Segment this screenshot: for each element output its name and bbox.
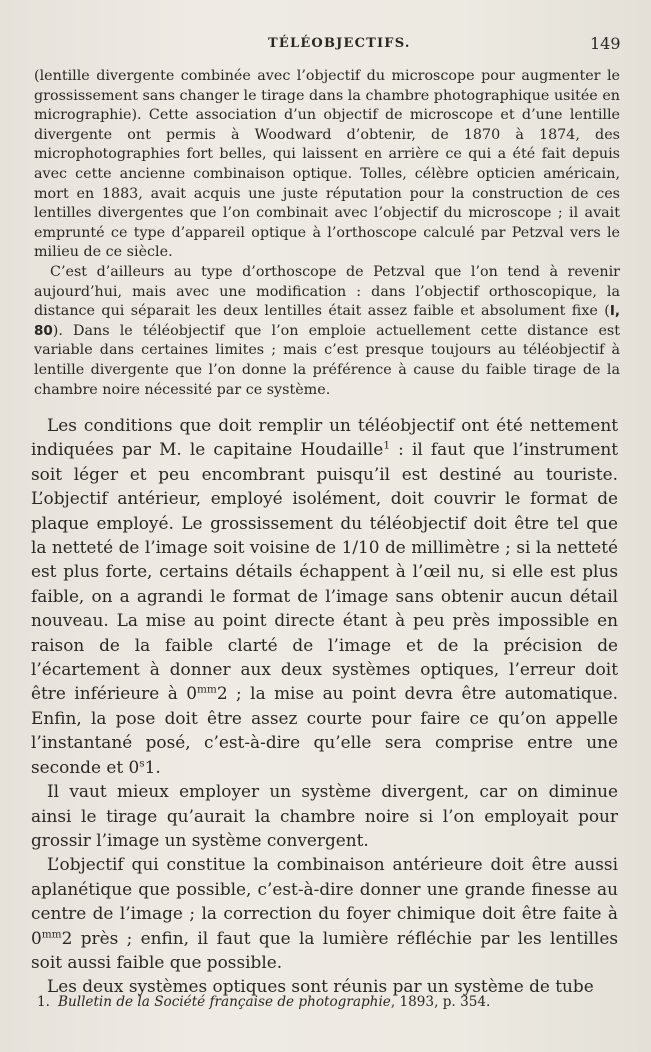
main-paragraph-2: Il vaut mieux employer un système divergent, car on diminue ainsi le tirage qu’aurait la chambre noire si l’on employait pour grossir l’image un système convergent. bbox=[31, 781, 618, 850]
main-paragraph-4: Les deux systèmes optiques sont réunis par un système de tube bbox=[47, 976, 594, 997]
unit-superscript-s: s bbox=[139, 757, 145, 770]
main-paragraph-3-text-b: 2 près ; enfin, il faut que la lumière réfléchie par les lentilles soit aussi faible que possible. bbox=[31, 927, 618, 972]
small-paragraph-2-text-a: C’est d’ailleurs au type d’orthoscope de Petzval que l’on tend à revenir aujourd’hui, mais avec une modification : dans l’objectif orthoscopique, la distance qui séparait les deux lentilles était assez faible et absolument fixe ( bbox=[34, 263, 620, 320]
running-head bbox=[0, 36, 651, 58]
main-paragraph-1 bbox=[31, 413, 618, 779]
running-title: TÉLÉOBJECTIFS. bbox=[268, 36, 411, 51]
footnote-citation: , 1893, p. 354. bbox=[390, 994, 491, 1010]
footnote-marker: 1 bbox=[383, 439, 390, 452]
footnote-journal-title: Bulletin de la Société française de photographie bbox=[57, 994, 391, 1010]
page-number: 149 bbox=[590, 34, 621, 53]
main-text-section bbox=[31, 413, 618, 999]
footnote-number: 1. bbox=[37, 994, 50, 1010]
main-paragraph-1-text-d: 1. bbox=[144, 756, 161, 777]
main-paragraph-1-text-c: 2 ; la mise au point devra être automatique. Enfin, la pose doit être assez courte pour faire ce qu’on appelle l’instantané posé, c’est-à-dire qu’elle sera comprise entre une seconde et 0 bbox=[31, 683, 618, 777]
unit-superscript-mm-2: mm bbox=[41, 927, 62, 940]
small-paragraph-2-text-b: ). Dans le téléobjectif que l’on emploie actuellement cette distance est variable dans certaines limites ; mais c’est presque toujours au téléobjectif à lentille divergente que l’on donne la préférence à cause du faible tirage de la chambre noire nécessité par ce système. bbox=[34, 322, 620, 398]
unit-superscript-mm: mm bbox=[196, 683, 217, 696]
main-paragraph-3-text-a: L’objectif qui constitue la combinaison antérieure doit être aussi aplanétique que possible, c’est-à-dire donner une grande finesse au centre de l’image ; la correction du foyer chimique doit être faite à 0 bbox=[31, 854, 618, 948]
footnote bbox=[37, 993, 617, 1011]
main-paragraph-3 bbox=[31, 852, 618, 974]
main-paragraph-1-text-a: Les conditions que doit remplir un téléobjectif ont été nettement indiquées par M. le capitaine Houdaille bbox=[31, 415, 618, 460]
main-paragraph-1-text-b: : il faut que l’instrument soit léger et peu encombrant puisqu’il est destiné au touriste. L’objectif antérieur, employé isolément, doit couvrir le format de plaque employé. Le grossissement du téléobjectif doit être tel que la netteté de l’image soit voisine de 1/10 de millimètre ; si la netteté est plus forte, certains détails échappent à l’œil nu, si elle est plus faible, on a agrandi le format de l’image sans obtenir aucun détail nouveau. La mise au point directe étant à peu près impossible en raison de la faible clarté de l’image et de la précision de l’écartement à donner aux deux systèmes optiques, l’erreur doit être inférieure à 0 bbox=[31, 439, 618, 704]
small-paragraph-2 bbox=[34, 263, 620, 400]
cross-reference: I, 80 bbox=[34, 303, 620, 339]
small-print-section bbox=[34, 67, 620, 400]
small-paragraph-1: (lentille divergente combinée avec l’objectif du microscope pour augmenter le grossissement sans changer le tirage dans la chambre photographique usitée en micrographie). Cette association d’un objectif de microscope et d’une lentille divergente ont permis à Woodward d’obtenir, de 1870 à 1874, des microphotographies fort belles, qui laissent en arrière ce qui a été fait depuis avec cette ancienne combinaison optique. Tolles, célèbre opticien américain, mort en 1883, avait acquis une juste réputation pour la construction de ces lentilles divergentes que l’on combinait avec l’objectif du microscope ; il avait emprunté ce type d’appareil optique à l’orthoscope calculé par Petzval vers le milieu de ce siècle. bbox=[34, 68, 620, 261]
